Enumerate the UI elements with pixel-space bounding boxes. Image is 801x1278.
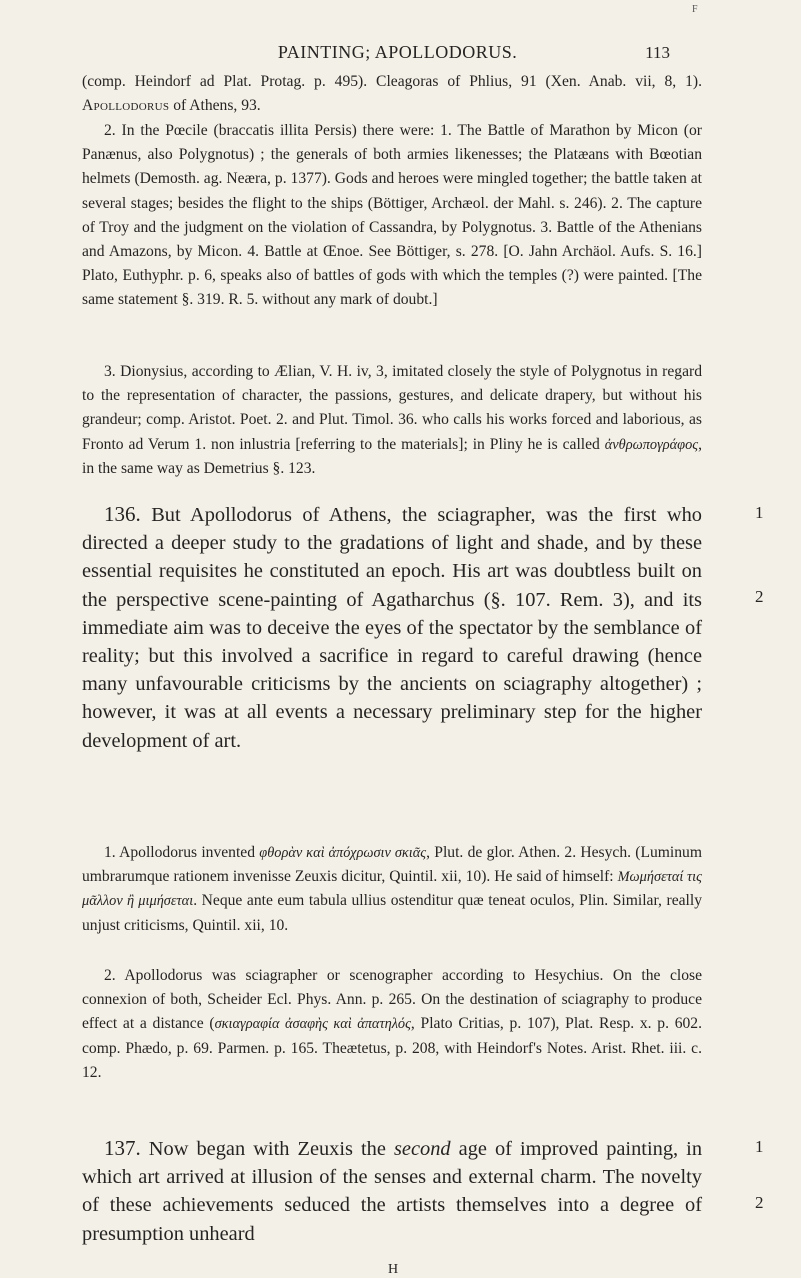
note-2-paragraph: 2. In the Pœcile (braccatis illita Persis) there were: 1. The Battle of Marathon by Micon (or Panænus, also Polygnotus) ; the generals of both armies likenesses; the Platæans with Bœotian helmets (Demosth. ag. Neæra, p. 1377). Gods and heroes were mingled together; the battle taken at several stages; besides the flight to the ships (Böttiger, Archæol. der Mahl. s. 246). 2. The capture of Troy and the judgment on the violation of Cassandra, by Polygnotus. 3. Battle of the Athenians and Amazons, by Micon. 4. Battle at Œnoe. See Böttiger, s. 278. [O. Jahn Archäol. Aufs. S. 16.] Plato, Euthyphr. p. 6, speaks also of battles of gods with which the temples (?) were painted. [The same statement §. 319. R. 5. without any mark of doubt.] bbox=[82, 122, 702, 309]
margin-number-1: 1 bbox=[755, 503, 764, 522]
running-head bbox=[110, 42, 670, 63]
section-137-text-end: age of improved painting, in which art arrived at illusion of the senses and external charm. The novelty of these achievements seduced the artists themselves into a degree of presumption unheard bbox=[82, 1138, 703, 1245]
note-136-2-paragraph bbox=[82, 964, 702, 1085]
emphasis-word: second bbox=[393, 1138, 451, 1160]
note-text-mid: , Plut. de glor. Athen. 2. Hesych. (Luminum umbrarumque rationem invenisse Zeuxis dicitur, Quintil. xii, 10). He said of himself: bbox=[82, 844, 702, 886]
greek-phrase: σκιαγραφία ἀσαφὴς καὶ ἀπατηλός bbox=[214, 1016, 411, 1033]
note-text-end: , Plato Critias, p. 107), Plat. Resp. x. p. 602. comp. Phædo, p. 69. Parmen. p. 165. Theætetus, p. 208, with Heindorf's Notes. Arist. Rhet. iii. c. 12. bbox=[82, 1015, 702, 1081]
section-number: 137. bbox=[104, 1136, 141, 1160]
page-number: 113 bbox=[645, 43, 670, 62]
margin-number-2: 2 bbox=[755, 1193, 764, 1212]
intro-paragraph bbox=[82, 70, 702, 118]
section-136-paragraph bbox=[82, 500, 702, 755]
corner-mark: F bbox=[692, 4, 698, 15]
intro-name: Apollodorus bbox=[82, 97, 170, 115]
section-136-text: But Apollodorus of Athens, the sciagrapher, was the first who directed a deeper study to the gradations of light and shade, and by these essential requisites he constituted an epoch. His art was doubtless built on the perspective scene-painting of Agatharchus (§. 107. Rem. 3), and its immediate aim was to deceive the eyes of the spectator by the semblance of reality; but this involved a sacrifice in regard to careful drawing (hence many unfavourable criticisms by the ancients on sciagraphy altogether) ; however, it was at all events a necessary preliminary step for the higher development of art. bbox=[82, 504, 702, 752]
section-137-text: Now began with Zeuxis the bbox=[140, 1138, 394, 1160]
intro-text-end: of Athens, 93. bbox=[169, 97, 261, 115]
greek-quote: Μωμήσεταί τις μᾶλλον ἢ μιμήσεται bbox=[82, 869, 702, 910]
note-136-1-paragraph bbox=[82, 841, 702, 938]
margin-number-2: 2 bbox=[755, 587, 764, 606]
running-title: PAINTING; APOLLODORUS. bbox=[277, 42, 518, 62]
margin-number-1: 1 bbox=[755, 1137, 764, 1156]
section-137-paragraph bbox=[82, 1134, 702, 1248]
section-number: 136. bbox=[104, 502, 141, 526]
note-text-end: . Neque ante eum tabula ullius ostenditur quæ teneat oculos, Plin. Similar, really unjust criticisms, Quintil. xii, 10. bbox=[82, 892, 703, 934]
note-3-text: 3. Dionysius, according to Ælian, V. H. iv, 3, imitated closely the style of Polygnotus in regard to the representation of character, the passions, gestures, and delicate drapery, but without his grandeur; comp. Aristot. Poet. 2. and Plut. Timol. 36. who calls his works forced and laborious, as Fronto ad Verum 1. non inlustria [referring to the materials]; in Pliny he is called bbox=[82, 363, 702, 453]
intro-text: (comp. Heindorf ad Plat. Protag. p. 495). Cleagoras of Phlius, 91 (Xen. Anab. vii, 8, 1). bbox=[82, 73, 702, 90]
signature-mark: H bbox=[388, 1262, 399, 1277]
note-3-text-end: , in the same way as Demetrius §. 123. bbox=[82, 435, 702, 477]
note-3-paragraph bbox=[82, 360, 702, 481]
greek-term: ἀνθρωπογράφος bbox=[604, 436, 699, 453]
note-text: 2. Apollodorus was sciagrapher or scenographer according to Hesychius. On the close connexion of both, Scheider Ecl. Phys. Ann. p. 265. On the destination of sciagraphy to produce effect at a distance ( bbox=[82, 967, 702, 1033]
note-text: 1. Apollodorus invented bbox=[104, 844, 260, 861]
greek-phrase: φθορὰν καὶ ἀπόχρωσιν σκιᾶς bbox=[259, 845, 427, 861]
